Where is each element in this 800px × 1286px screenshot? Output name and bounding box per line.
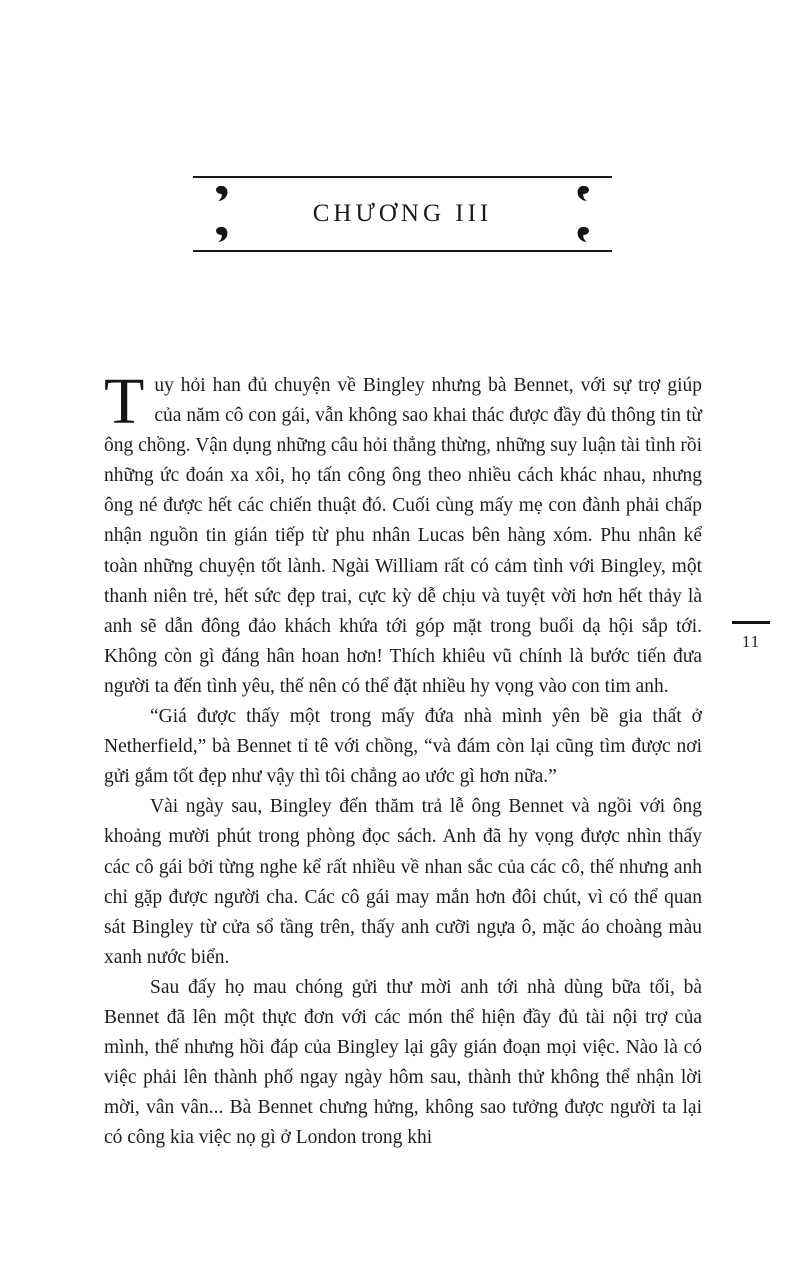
body-text	[104, 365, 702, 1153]
comma-ornament-icon	[575, 185, 592, 202]
paragraph-text: Sau đấy họ mau chóng gửi thư mời anh tới nhà dùng bữa tối, bà Bennet đã lên một thực đơn với các món thể hiện đầy đủ tài nội trợ của mình, thế nhưng hồi đáp của Bingley lại gây gián đoạn mọi việc. Nào là có việc phải lên thành phố ngay ngày hôm sau, thành thử không thể nhận lời mời, vân vân... Bà Bennet chưng hửng, không sao tưởng được người ta lại có công kia việc nọ gì ở London trong khi	[104, 976, 702, 1149]
page-number: 11	[741, 632, 761, 651]
page-number-block	[731, 621, 771, 652]
paragraph	[104, 973, 702, 1154]
paragraph	[104, 702, 702, 792]
paragraph	[104, 792, 702, 973]
paragraph-text: Vài ngày sau, Bingley đến thăm trả lễ ông Bennet và ngồi với ông khoảng mười phút trong phòng đọc sách. Anh đã hy vọng được nhìn thấy các cô gái bởi từng nghe kể rất nhiều về nhan sắc của các cô, thế nhưng anh chỉ gặp được người cha. Các cô gái may mắn hơn đôi chút, vì có thể quan sát Bingley từ cửa sổ tầng trên, thấy anh cưỡi ngựa ô, mặc áo choàng màu xanh nước biển.	[104, 796, 702, 968]
drop-cap: T	[104, 365, 145, 438]
paragraph	[104, 365, 702, 702]
page-number-rule	[732, 621, 770, 624]
paragraph-text: uy hỏi han đủ chuyện về Bingley nhưng bà Bennet, với sự trợ giúp của năm cô con gái, vẫn không sao khai thác được đầy đủ thông tin từ ông chồng. Vận dụng những câu hỏi thẳng thừng, những suy luận tài tình rồi những ức đoán xa xôi, họ tấn công ông theo nhiều cách khác nhau, nhưng ông né được hết các chiến thuật đó. Cuối cùng mấy mẹ con đành phải chấp nhận nguồn tin gián tiếp từ phu nhân Lucas bên hàng xóm. Phu nhân kể toàn những chuyện tốt lành. Ngài William rất có cảm tình với Bingley, một thanh niên trẻ, hết sức đẹp trai, cực kỳ dễ chịu và tuyệt vời hơn hết thảy là anh sẽ dẫn đông đảo khách khứa tới góp mặt trong buổi dạ hội sắp tới. Không còn gì đáng hân hoan hơn! Thích khiêu vũ chính là bước tiến đưa người ta đến tình yêu, thế nên có thể đặt nhiều hy vọng vào con tim anh.	[104, 375, 702, 697]
chapter-title: CHƯƠNG III	[312, 200, 493, 227]
paragraph-text: “Giá được thấy một trong mấy đứa nhà mình yên bề gia thất ở Netherfield,” bà Bennet tỉ tê với chồng, “và đám còn lại cũng tìm được nơi gửi gắm tốt đẹp như vậy thì tôi chẳng ao ước gì hơn nữa.”	[104, 706, 702, 788]
chapter-header	[193, 176, 612, 252]
comma-ornament-icon	[213, 226, 230, 243]
comma-ornament-icon	[213, 185, 230, 202]
comma-ornament-icon	[575, 226, 592, 243]
